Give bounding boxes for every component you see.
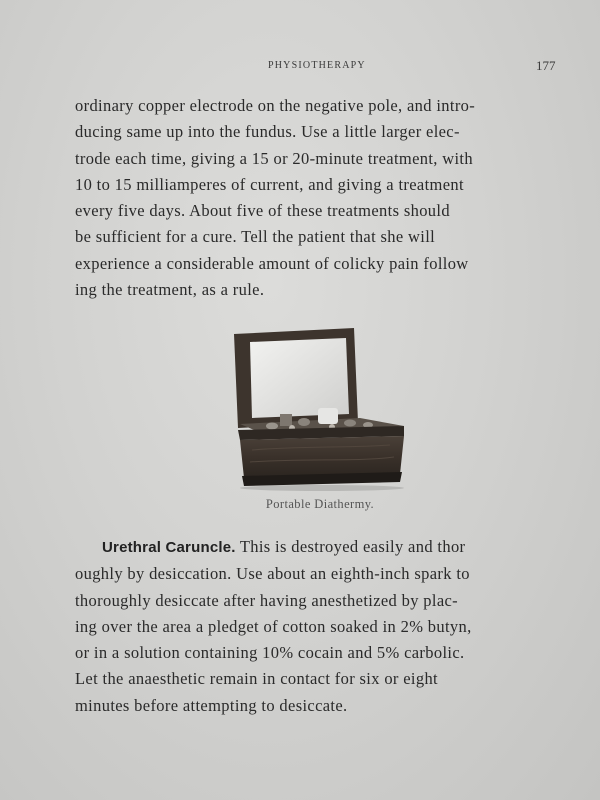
paragraph-urethral-caruncle: [75, 534, 565, 719]
text-line: oughly by desiccation. Use about an eighth-inch spark to: [75, 564, 470, 584]
text-line: ducing same up into the fundus. Use a little larger elec-: [75, 122, 460, 142]
text-line: trode each time, giving a 15 or 20-minute treatment, with: [75, 148, 473, 168]
heading-continuation: This is destroyed easily and thor: [235, 537, 466, 556]
text-line: be sufficient for a cure. Tell the patient that she will: [75, 227, 436, 247]
running-title: PHYSIOTHERAPY: [268, 60, 366, 71]
text-line: ing over the area a pledget of cotton soaked in 2% butyn,: [75, 616, 472, 636]
text-line: [75, 534, 565, 561]
text-line: ordinary copper electrode on the negative pole, and intro-: [75, 96, 476, 115]
section-heading: Urethral Caruncle.: [102, 539, 236, 556]
text-line: every five days. About five of these treatments should: [75, 201, 450, 221]
text-line: minutes before attempting to desiccate.: [75, 695, 348, 715]
text-line: experience a considerable amount of colicky pain follow: [75, 253, 469, 273]
page-number: 177: [536, 58, 556, 73]
text-line: ing the treatment, as a rule.: [75, 280, 265, 300]
text-line: or in a solution containing 10% cocain and 5% carbolic.: [75, 643, 465, 663]
running-head: [0, 58, 600, 78]
text-line: 10 to 15 milliamperes of current, and giving a treatment: [75, 174, 464, 194]
paragraph-treatment: [75, 93, 565, 303]
text-line: thoroughly desiccate after having anesthetized by plac-: [75, 590, 459, 610]
figure-caption: Portable Diathermy.: [265, 497, 375, 511]
portable-diathermy-illustration: [228, 326, 408, 496]
text-line: Let the anaesthetic remain in contact for six or eight: [75, 669, 438, 689]
